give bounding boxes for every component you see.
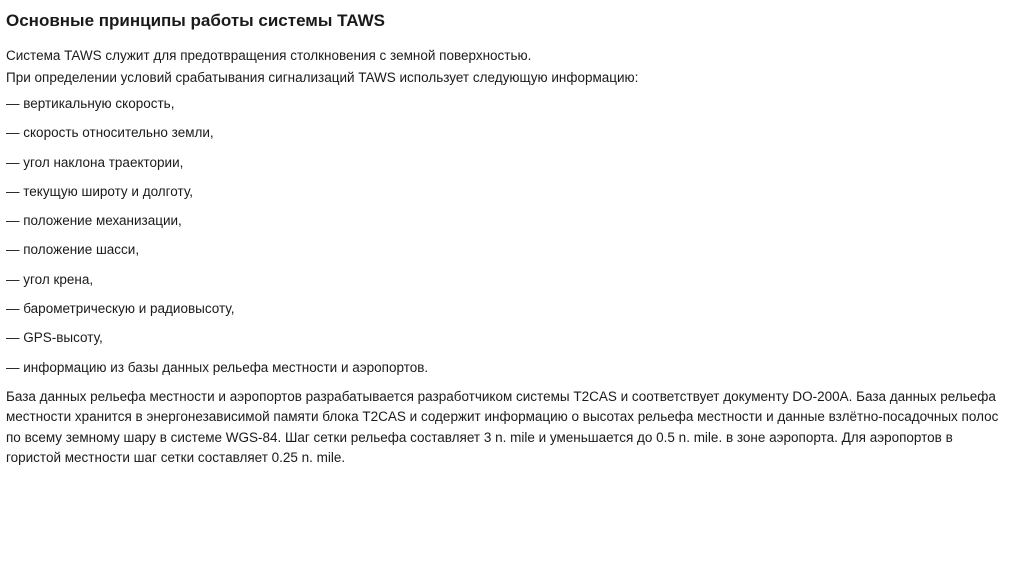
list-item: — положение механизации, bbox=[6, 213, 182, 229]
list-item: — GPS-высоту, bbox=[6, 330, 103, 346]
paragraph-line: гористой местности шаг сетки составляет 0.25 n. mile. bbox=[6, 450, 346, 466]
paragraph-line: местности хранится в энергонезависимой памяти блока T2CAS и содержит информацию о высотах рельефа местности и данные взлётно-посадочных полос bbox=[6, 409, 999, 425]
list-item: — скорость относительно земли, bbox=[6, 125, 214, 141]
slide bbox=[6, 10, 1016, 469]
list-item: — угол крена, bbox=[6, 271, 94, 287]
list-item: — информацию из базы данных рельефа местности и аэропортов. bbox=[6, 359, 429, 375]
list-item: — вертикальную скорость, bbox=[6, 96, 175, 111]
page-title: Основные принципы работы системы TAWS bbox=[6, 11, 385, 30]
paragraph-line: по всему земному шару в системе WGS-84. Шаг сетки рельефа составляет 3 n. mile и уменьшается до 0.5 n. mile. в зоне аэропорта. Для аэропортов в bbox=[6, 429, 953, 445]
list-item: — текущую широту и долготу, bbox=[6, 183, 193, 199]
intro-line: Система TAWS служит для предотвращения столкновения с земной поверхностью. bbox=[6, 48, 532, 63]
list-item: — угол наклона траектории, bbox=[6, 154, 184, 170]
list-item: — барометрическую и радиовысоту, bbox=[6, 301, 235, 317]
intro-line: При определении условий срабатывания сигнализаций TAWS использует следующую информацию: bbox=[6, 70, 639, 85]
info-list bbox=[6, 94, 1016, 387]
database-paragraph bbox=[6, 387, 1016, 469]
list-item: — положение шасси, bbox=[6, 242, 140, 258]
paragraph-line: База данных рельефа местности и аэропортов разрабатывается разработчиком системы T2CAS и соответствует документу DO-200A. База данных рельефа bbox=[6, 388, 996, 404]
